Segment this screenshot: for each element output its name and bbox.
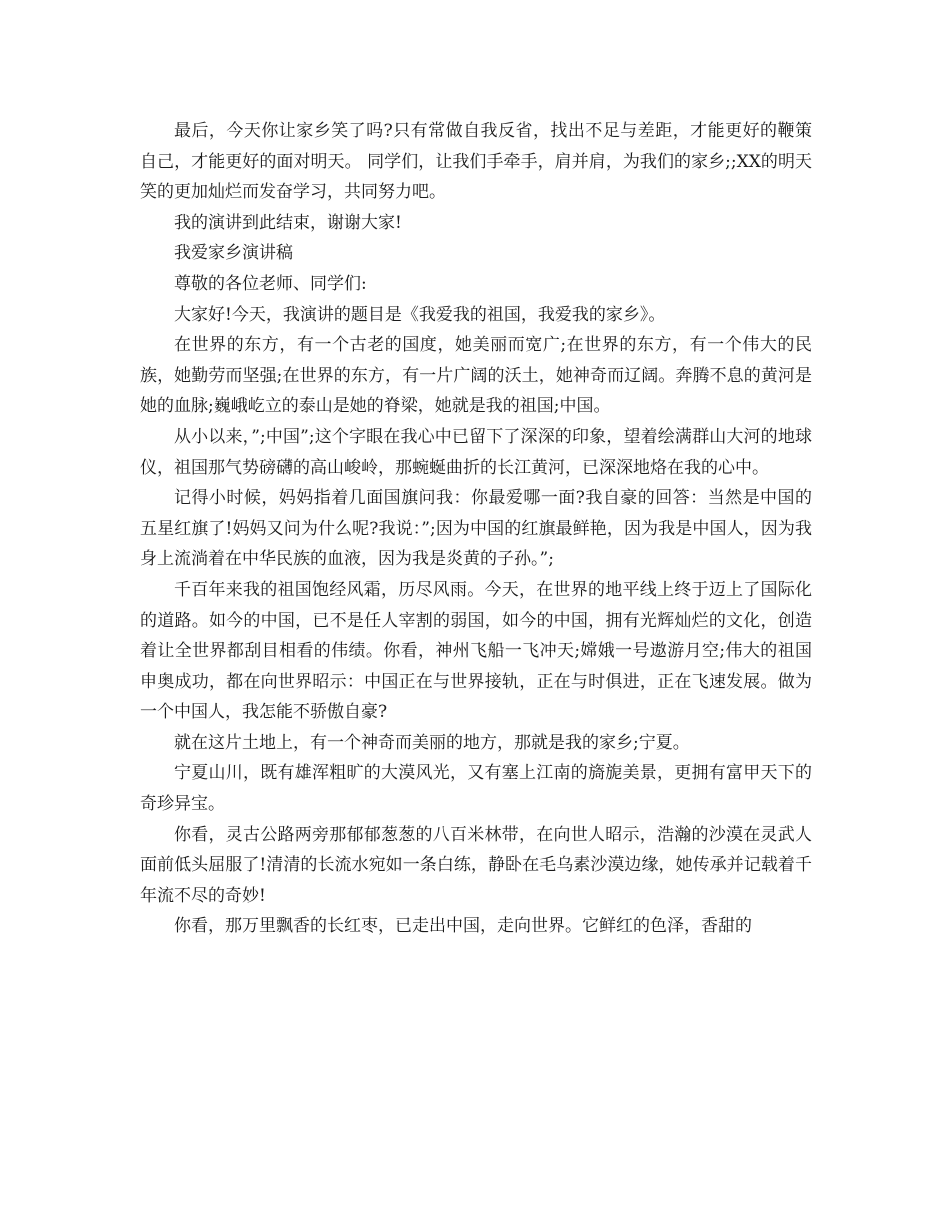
paragraph: 千百年来我的祖国饱经风霜，历尽风雨。今天，在世界的地平线上终于迈上了国际化的道路。如今的中国，已不是任人宰割的弱国，如今的中国，拥有光辉灿烂的文化，创造着让全世界都刮目相看的伟绩。你看，神州飞船一飞冲天;嫦娥一号遨游月空;伟大的祖国申奥成功，都在向世界昭示：中国正在与世界接轨，正在与时俱进，正在飞速发展。做为一个中国人，我怎能不骄傲自豪? (140, 579, 812, 723)
document-body (140, 116, 812, 942)
paragraph: 从小以来，”;中国”;这个字眼在我心中已留下了深深的印象，望着绘满群山大河的地球仪，祖国那气势磅礴的高山峻岭，那蜿蜒曲折的长江黄河，已深深地烙在我的心中。 (140, 426, 812, 478)
paragraph: 在世界的东方，有一个古老的国度，她美丽而宽广;在世界的东方，有一个伟大的民族，她勤劳而坚强;在世界的东方，有一片广阔的沃土，她神奇而辽阔。奔腾不息的黄河是她的血脉;巍峨屹立的泰山是她的脊梁，她就是我的祖国;中国。 (140, 335, 812, 417)
paragraph: 大家好!今天，我演讲的题目是《我爱我的祖国，我爱我的家乡》。 (174, 304, 666, 325)
paragraph: 尊敬的各位老师、同学们: (174, 273, 367, 294)
paragraph: 我的演讲到此结束，谢谢大家! (174, 212, 402, 233)
paragraph: 你看，灵古公路两旁那郁郁葱葱的八百米林带，在向世人昭示，浩瀚的沙漠在灵武人面前低头屈服了!清清的长流水宛如一条白练，静卧在毛乌素沙漠边缘，她传承并记载着千年流不尽的奇妙! (140, 824, 812, 906)
paragraph: 最后，今天你让家乡笑了吗?只有常做自我反省，找出不足与差距，才能更好的鞭策自己，才能更好的面对明天。 同学们，让我们手牵手，肩并肩，为我们的家乡;;XX的明天笑的更加灿烂而发奋学习，共同努力吧。 (140, 121, 812, 203)
paragraph: 记得小时候，妈妈指着几面国旗问我：你最爱哪一面?我自豪的回答：当然是中国的五星红旗了!妈妈又问为什么呢?我说：”;因为中国的红旗最鲜艳，因为我是中国人，因为我身上流淌着在中华民族的血液，因为我是炎黄的子孙。”; (140, 488, 812, 570)
paragraph: 就在这片土地上，有一个神奇而美丽的地方，那就是我的家乡;宁夏。 (174, 732, 690, 753)
paragraph: 你看，那万里飘香的长红枣，已走出中国，走向世界。它鲜红的色泽，香甜的 (174, 916, 752, 937)
paragraph: 宁夏山川，既有雄浑粗旷的大漠风光，又有塞上江南的旖旎美景，更拥有富甲天下的奇珍异宝。 (140, 763, 812, 815)
paragraph-heading: 我爱家乡演讲稿 (174, 243, 293, 264)
